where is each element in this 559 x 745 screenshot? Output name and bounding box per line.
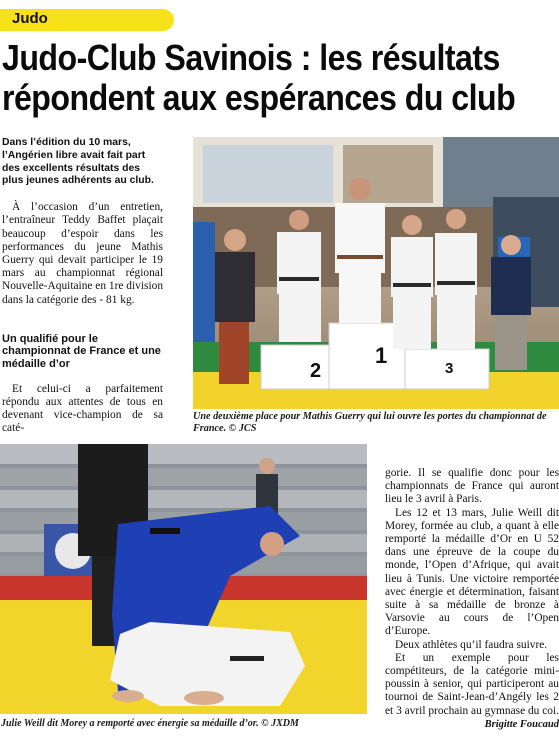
podium-first-place-number: 1 — [375, 343, 388, 368]
paragraph-3: Les 12 et 13 mars, Julie Weill dit Morey, formée au club, a quant à elle remporté la médaille d’Or en U 52 dans une épreuve de la coupe du monde, l’Open d’Afrique, qui avait lieu à Tunis. Une victoire remportée avec énergie et détermination, faisant suite à sa médaille de bronze à Varsovie au cours de l’Open d’Europe. — [385, 506, 559, 638]
headline-line-2: répondent aux espérances du club — [2, 77, 516, 118]
paragraph-2-end: gorie. Il se qualifie donc pour les championnats de France qui auront lieu le 3 avril à Paris. — [385, 467, 559, 506]
podium-third-place-number: 3 — [445, 360, 454, 377]
podium-photo-caption: Une deuxième place pour Mathis Guerry qui lui ouvre les portes du championnat de France. © JCS — [193, 411, 547, 435]
podium-second-place-number: 2 — [310, 360, 322, 382]
right-text-column — [385, 467, 559, 731]
article-lead: Dans l’édition du 10 mars, l’Angérien libre avait fait part des excellents résultats des plus jeunes adhérents au club. — [2, 137, 154, 187]
section-tag — [0, 9, 174, 31]
podium-photo — [193, 137, 559, 409]
left-text-column — [2, 137, 163, 435]
section-tag-label: Judo — [12, 10, 48, 27]
fight-photo-caption: Julie Weill dit Morey a remporté avec énergie sa médaille d’or. © JXDM — [1, 718, 299, 729]
article-author: Brigitte Foucaud — [484, 718, 559, 730]
paragraph-5: Et un exemple pour les compétiteurs, de la catégorie mini-poussin à senior, qui participeront au tournoi de Saint-Jean-d’Angély les 2 et 3 avril prochain au gymnase du coi. — [385, 651, 559, 717]
paragraph-2-start: Et celui-ci a parfaitement répondu aux attentes de tous en devenant vice-champion de sa caté- — [2, 382, 163, 435]
article-headline — [2, 38, 556, 118]
paragraph-4: Deux athlètes qu’il faudra suivre. — [395, 638, 548, 651]
headline-line-1: Judo-Club Savinois : les résultats — [2, 37, 500, 78]
fight-photo — [0, 444, 367, 714]
subheading: Un qualifié pour le championnat de France et une médaille d’or — [2, 332, 161, 370]
paragraph-1: À l’occasion d’un entretien, l’entraîneur Teddy Baffet plaçait beaucoup d’espoir dans les performances du jeune Mathis Guerry qui devait participer le 19 mars au championnat régional Nouvelle-Aquitaine en 1re division dans la catégorie des - 81 kg. — [2, 201, 164, 306]
